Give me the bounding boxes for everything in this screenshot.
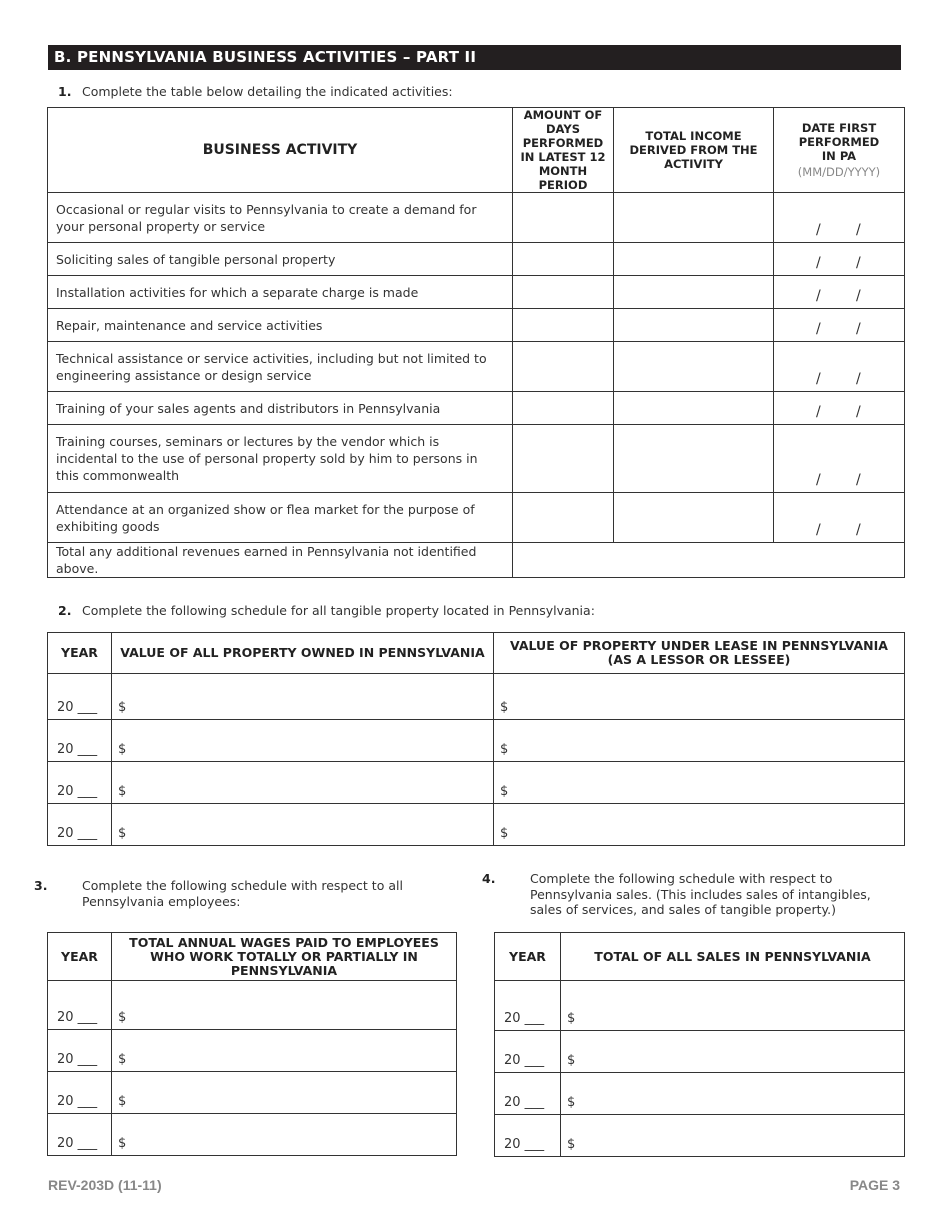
date-slash: / [816, 222, 821, 238]
activity-label: Soliciting sales of tangible personal property [48, 243, 513, 276]
sales-table [494, 932, 905, 1157]
header-year: YEAR [495, 933, 561, 981]
total-row-label: Total any additional revenues earned in Pennsylvania not identified above. [48, 543, 513, 578]
q2-text: Complete the following schedule for all tangible property located in Pennsylvania: [82, 603, 595, 618]
activity-label: Training courses, seminars or lectures by the vendor which is incidental to the use of personal property sold by him to persons in this commonwealth [48, 425, 513, 493]
activity-label: Technical assistance or service activities, including but not limited to engineering assistance or design service [48, 342, 513, 392]
header-year: YEAR [48, 933, 112, 981]
year-input[interactable]: 20 ___ [48, 1072, 112, 1114]
income-input[interactable] [614, 392, 774, 425]
activity-label: Repair, maintenance and service activities [48, 309, 513, 342]
days-input[interactable] [513, 425, 614, 493]
activity-label: Training of your sales agents and distributors in Pennsylvania [48, 392, 513, 425]
table-row [48, 193, 905, 243]
table-row [48, 1114, 457, 1156]
header-property-leased: VALUE OF PROPERTY UNDER LEASE IN PENNSYLVANIA (AS A LESSOR OR LESSEE) [494, 633, 905, 674]
wages-value-input[interactable]: $ [112, 1114, 457, 1156]
date-slash: / [816, 472, 821, 488]
table-row [48, 425, 905, 493]
income-input[interactable] [614, 193, 774, 243]
date-slashes [816, 222, 896, 238]
table-row [48, 493, 905, 543]
header-date-label: DATE FIRST PERFORMED IN PA [798, 121, 880, 163]
q4-number: 4. [482, 871, 496, 886]
income-input[interactable] [614, 243, 774, 276]
date-input[interactable] [774, 493, 905, 543]
table-row [48, 1030, 457, 1072]
date-slashes [816, 472, 896, 488]
date-slash: / [816, 371, 821, 387]
header-days: AMOUNT OF DAYS PERFORMED IN LATEST 12 MONTH PERIOD [513, 108, 614, 193]
income-input[interactable] [614, 425, 774, 493]
table-row [495, 1073, 905, 1115]
section-title: B. PENNSYLVANIA BUSINESS ACTIVITIES – PART II [48, 45, 901, 70]
date-input[interactable] [774, 392, 905, 425]
date-input[interactable] [774, 342, 905, 392]
leased-value-input[interactable]: $ [494, 674, 905, 720]
days-input[interactable] [513, 193, 614, 243]
total-additional-revenue-field[interactable] [513, 543, 905, 578]
q2-instruction [58, 603, 595, 618]
q1-number: 1. [58, 84, 72, 99]
table-row [48, 674, 905, 720]
table-row-total [48, 543, 905, 578]
days-input[interactable] [513, 243, 614, 276]
sales-value-input[interactable]: $ [561, 981, 905, 1031]
date-slash: / [816, 255, 821, 271]
date-slash: / [856, 522, 861, 538]
q3-text: Complete the following schedule with respect to all Pennsylvania employees: [82, 878, 403, 909]
wages-value-input[interactable]: $ [112, 981, 457, 1030]
owned-value-input[interactable]: $ [112, 804, 494, 846]
q1-instruction [58, 84, 453, 99]
days-input[interactable] [513, 309, 614, 342]
table-row [495, 1115, 905, 1157]
date-slashes [816, 522, 896, 538]
table-row [48, 1072, 457, 1114]
date-slash: / [816, 288, 821, 304]
income-input[interactable] [614, 309, 774, 342]
sales-value-input[interactable]: $ [561, 1073, 905, 1115]
q3-number: 3. [34, 878, 48, 893]
year-input[interactable]: 20 ___ [495, 1115, 561, 1157]
table-row [48, 804, 905, 846]
wages-table [47, 932, 457, 1156]
year-input[interactable]: 20 ___ [495, 981, 561, 1031]
days-input[interactable] [513, 392, 614, 425]
date-slash: / [856, 371, 861, 387]
table-row [48, 243, 905, 276]
owned-value-input[interactable]: $ [112, 720, 494, 762]
leased-value-input[interactable]: $ [494, 762, 905, 804]
date-format-hint: (MM/DD/YYYY) [797, 165, 881, 179]
header-year: YEAR [48, 633, 112, 674]
page-number: PAGE 3 [849, 1177, 900, 1193]
year-input[interactable]: 20 ___ [48, 674, 112, 720]
business-activity-table [47, 107, 905, 578]
date-slashes [816, 255, 896, 271]
table-row [48, 276, 905, 309]
date-slash: / [856, 321, 861, 337]
table-row [48, 720, 905, 762]
q4-text: Complete the following schedule with respect to Pennsylvania sales. (This includes sales of intangibles, sales of services, and sales of tangible property.) [530, 871, 871, 917]
year-input[interactable]: 20 ___ [48, 720, 112, 762]
date-slash: / [856, 222, 861, 238]
date-slashes [816, 321, 896, 337]
date-slash: / [816, 321, 821, 337]
days-input[interactable] [513, 342, 614, 392]
year-input[interactable]: 20 ___ [48, 804, 112, 846]
year-input[interactable]: 20 ___ [48, 1030, 112, 1072]
header-property-owned: VALUE OF ALL PROPERTY OWNED IN PENNSYLVANIA [112, 633, 494, 674]
owned-value-input[interactable]: $ [112, 674, 494, 720]
income-input[interactable] [614, 276, 774, 309]
table-row [48, 762, 905, 804]
q1-text: Complete the table below detailing the indicated activities: [82, 84, 453, 99]
header-total-sales: TOTAL OF ALL SALES IN PENNSYLVANIA [561, 933, 905, 981]
sales-value-input[interactable]: $ [561, 1031, 905, 1073]
activity-label: Installation activities for which a separate charge is made [48, 276, 513, 309]
leased-value-input[interactable]: $ [494, 720, 905, 762]
property-table [47, 632, 905, 846]
year-input[interactable]: 20 ___ [48, 762, 112, 804]
q2-number: 2. [58, 603, 72, 618]
owned-value-input[interactable]: $ [112, 762, 494, 804]
days-input[interactable] [513, 493, 614, 543]
table-row [48, 309, 905, 342]
table-row [48, 342, 905, 392]
date-slashes [816, 288, 896, 304]
header-date-first [774, 108, 905, 193]
table-row [495, 1031, 905, 1073]
header-total-wages: TOTAL ANNUAL WAGES PAID TO EMPLOYEES WHO WORK TOTALLY OR PARTIALLY IN PENNSYLVANIA [112, 933, 457, 981]
wages-value-input[interactable]: $ [112, 1072, 457, 1114]
date-slashes [816, 404, 896, 420]
date-slash: / [856, 288, 861, 304]
date-slash: / [816, 404, 821, 420]
year-input[interactable]: 20 ___ [495, 1073, 561, 1115]
table-row [48, 981, 457, 1030]
year-input[interactable]: 20 ___ [495, 1031, 561, 1073]
q4-instruction [482, 871, 901, 918]
date-input[interactable] [774, 193, 905, 243]
activity-label: Attendance at an organized show or flea market for the purpose of exhibiting goods [48, 493, 513, 543]
date-input[interactable] [774, 243, 905, 276]
form-id: REV-203D (11-11) [48, 1177, 162, 1193]
header-business-activity: BUSINESS ACTIVITY [48, 108, 513, 193]
date-slash: / [856, 255, 861, 271]
date-input[interactable] [774, 309, 905, 342]
days-input[interactable] [513, 276, 614, 309]
q3-instruction [34, 878, 418, 909]
header-income: TOTAL INCOME DERIVED FROM THE ACTIVITY [614, 108, 774, 193]
date-slash: / [816, 522, 821, 538]
date-input[interactable] [774, 425, 905, 493]
date-input[interactable] [774, 276, 905, 309]
table-row [495, 981, 905, 1031]
wages-value-input[interactable]: $ [112, 1030, 457, 1072]
table-row [48, 392, 905, 425]
date-slashes [816, 371, 896, 387]
leased-value-input[interactable]: $ [494, 804, 905, 846]
year-input[interactable]: 20 ___ [48, 1114, 112, 1156]
year-input[interactable]: 20 ___ [48, 981, 112, 1030]
activity-label: Occasional or regular visits to Pennsylvania to create a demand for your personal property or service [48, 193, 513, 243]
date-slash: / [856, 472, 861, 488]
income-input[interactable] [614, 493, 774, 543]
date-slash: / [856, 404, 861, 420]
income-input[interactable] [614, 342, 774, 392]
sales-value-input[interactable]: $ [561, 1115, 905, 1157]
